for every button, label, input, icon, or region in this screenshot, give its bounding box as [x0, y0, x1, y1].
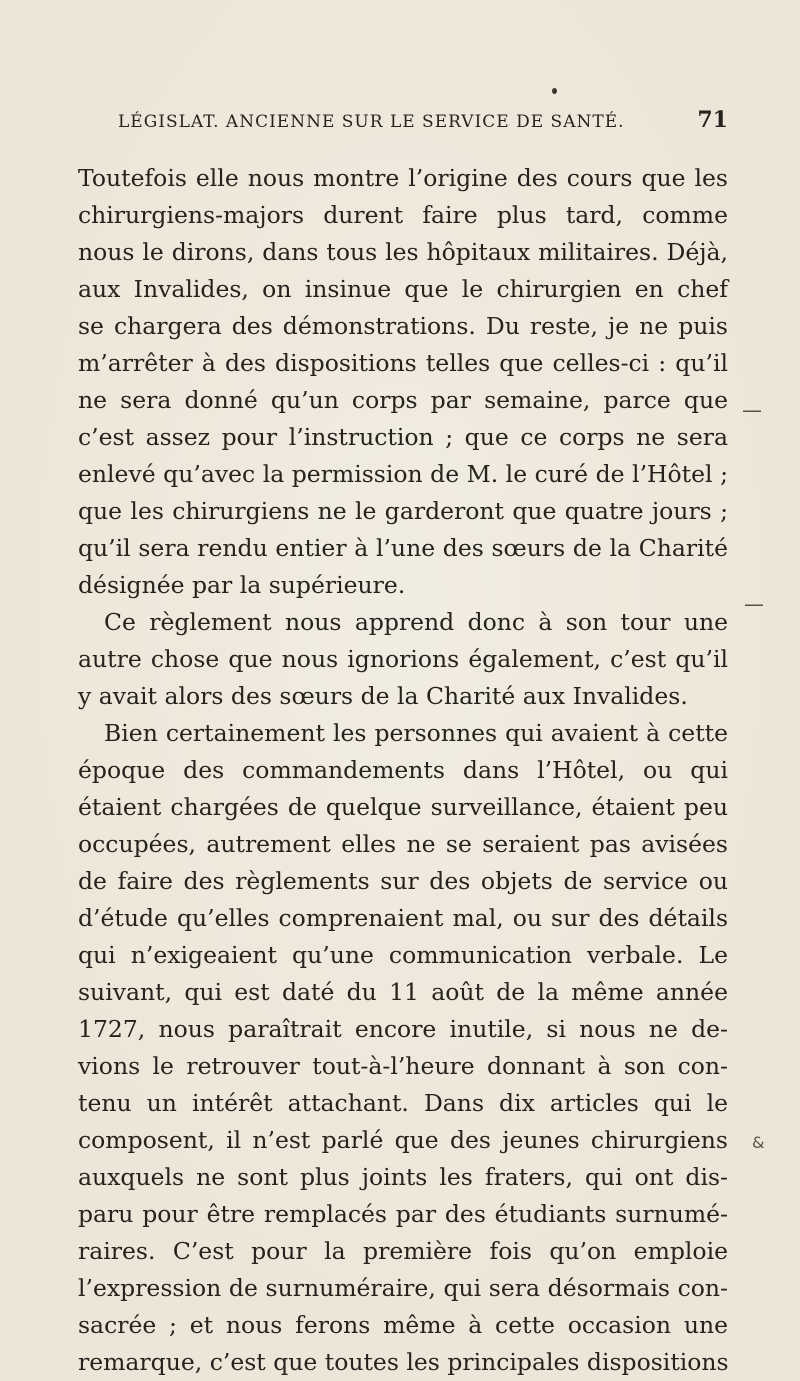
text-line: vions le retrouver tout-à-l’heure donnant à son con- [78, 1052, 728, 1080]
text-line: se chargera des démonstrations. Du reste, je ne puis [78, 312, 728, 340]
text-line: nous le dirons, dans tous les hôpitaux militaires. Déjà, [78, 238, 728, 266]
text-line: chirurgiens-majors durent faire plus tard, comme [78, 201, 728, 229]
text-line: m’arrêter à des dispositions telles que celles-ci : qu’il [78, 349, 728, 377]
text-line: y avait alors des sœurs de la Charité aux Invalides. [78, 682, 688, 710]
text-line: auxquels ne sont plus joints les fraters, qui ont dis- [78, 1163, 728, 1191]
text-line: composent, il n’est parlé que des jeunes chirurgiens [78, 1126, 728, 1154]
text-line: d’étude qu’elles comprenaient mal, ou sur des détails [78, 904, 728, 932]
margin-mark: & [752, 1133, 765, 1152]
text-line: de faire des règlements sur des objets de service ou [78, 867, 728, 895]
text-line: remarque, c’est que toutes les principales dispositions [78, 1348, 729, 1376]
text-line: enlevé qu’avec la permission de M. le curé de l’Hôtel ; [78, 460, 728, 488]
text-line: raires. C’est pour la première fois qu’on emploie [78, 1237, 728, 1265]
page-number: 71 [697, 107, 728, 133]
text-line: que les chirurgiens ne le garderont que quatre jours ; [78, 497, 728, 525]
text-line: qui n’exigeaient qu’une communication verbale. Le [78, 941, 728, 969]
text-line: autre chose que nous ignorions également, c’est qu’il [78, 645, 728, 673]
text-line: c’est assez pour l’instruction ; que ce corps ne sera [78, 423, 728, 451]
body-text [78, 160, 728, 1381]
text-line: l’expression de surnuméraire, qui sera désormais con- [78, 1274, 728, 1302]
text-line: étaient chargées de quelque surveillance, étaient peu [78, 793, 728, 821]
text-line: qu’il sera rendu entier à l’une des sœurs de la Charité [78, 534, 728, 562]
text-line: ne sera donné qu’un corps par semaine, parce que [78, 386, 728, 414]
text-line: tenu un intérêt attachant. Dans dix articles qui le [78, 1089, 728, 1117]
running-header [118, 107, 728, 133]
text-line: désignée par la supérieure. [78, 571, 406, 599]
text-line: occupées, autrement elles ne se seraient pas avisées [78, 830, 728, 858]
text-line: Toutefois elle nous montre l’origine des cours que les [78, 164, 728, 192]
margin-mark: — [742, 398, 762, 422]
ink-speck [552, 88, 557, 94]
text-line: Bien certainement les personnes qui avaient à cette [104, 719, 728, 747]
text-line: Ce règlement nous apprend donc à son tour une [104, 608, 728, 636]
text-line: suivant, qui est daté du 11 août de la même année [78, 978, 728, 1006]
text-line: sacrée ; et nous ferons même à cette occasion une [78, 1311, 728, 1339]
text-line: 1727, nous paraîtrait encore inutile, si nous ne de- [78, 1015, 728, 1043]
running-title: LÉGISLAT. ANCIENNE SUR LE SERVICE DE SANTÉ. [118, 112, 625, 132]
text-line: aux Invalides, on insinue que le chirurgien en chef [78, 275, 728, 303]
text-line: époque des commandements dans l’Hôtel, ou qui [78, 756, 728, 784]
text-line: paru pour être remplacés par des étudiants surnumé- [78, 1200, 728, 1228]
margin-mark: — [744, 592, 764, 616]
